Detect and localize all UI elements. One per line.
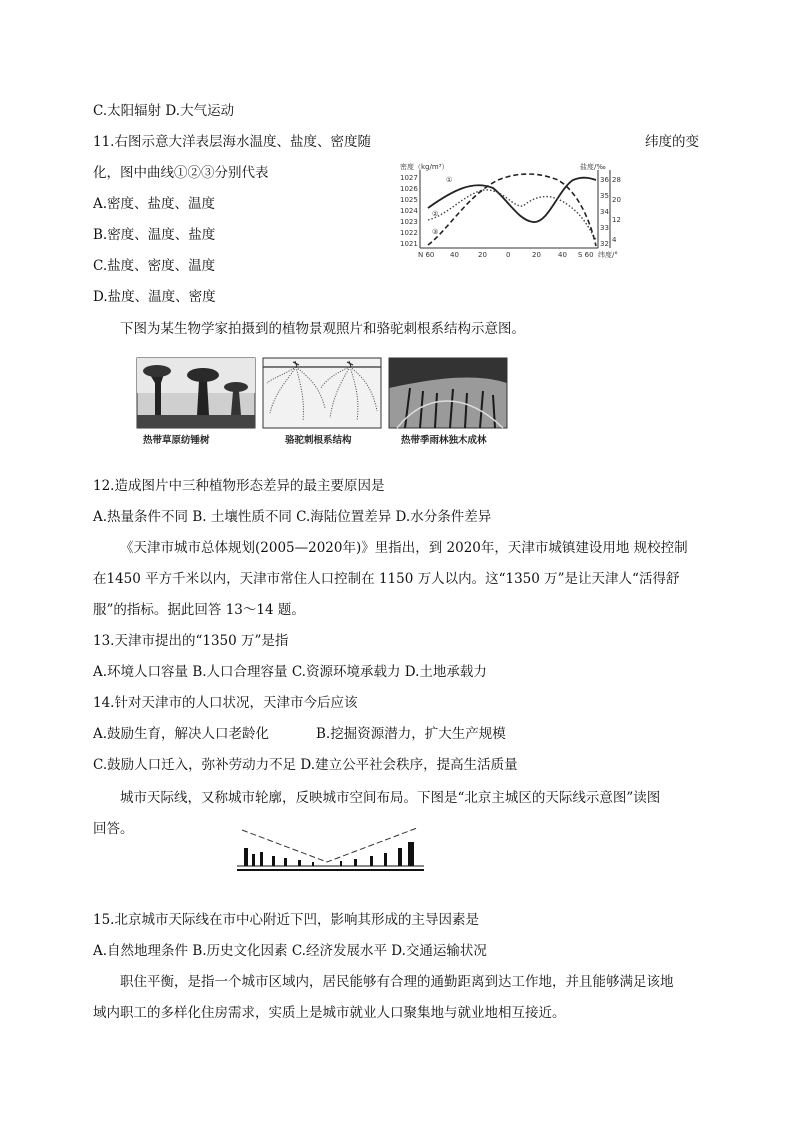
q14-option-b: B.挖掘资源潜力，扩大生产规模 xyxy=(316,726,506,742)
passage-13-line3: 服”的指标。据此回答 13～14 题。 xyxy=(93,602,305,618)
x-tick: 20 xyxy=(478,251,487,259)
passage-16-line2: 域内职工的多样化住房需求，实质上是城市就业人口聚集地与就业地相互接近。 xyxy=(93,1005,566,1021)
left-ticks xyxy=(400,174,418,248)
q11-option-a: A.密度、盐度、温度 xyxy=(93,196,216,212)
x-tick: 40 xyxy=(450,251,459,259)
salinity-tick: 36 xyxy=(600,176,609,184)
q12-stem: 12.造成图片中三种植物形态差异的最主要原因是 xyxy=(93,478,385,494)
x-tick: 40 xyxy=(558,251,567,259)
q11-option-d: D.盐度、温度、密度 xyxy=(93,289,216,305)
temp-tick: 12 xyxy=(612,216,621,224)
q11-stem: 11.右图示意大洋表层海水温度、盐度、密度随 xyxy=(93,134,371,150)
q12-options: A.热量条件不同 B. 土壤性质不同 C.海陆位置差异 D.水分条件差异 xyxy=(93,509,492,525)
caption-bottle-tree: 热带草原纺锤树 xyxy=(143,435,210,446)
x-tick: S 60 xyxy=(578,251,594,259)
option-line-cd: C.太阳辐射 D.大气运动 xyxy=(93,103,235,119)
left-tick: 1026 xyxy=(400,185,418,193)
beijing-skyline-diagram xyxy=(232,822,432,874)
q11-stem-end: 纬度的变 xyxy=(645,134,699,150)
q15-options: A.自然地理条件 B.历史文化因素 C.经济发展水平 D.交通运输状况 xyxy=(93,943,487,959)
curve-label-3: ③ xyxy=(432,228,439,236)
ocean-surface-chart xyxy=(398,160,628,260)
q11-option-b: B.密度、温度、盐度 xyxy=(93,227,216,243)
salinity-tick: 34 xyxy=(600,208,609,216)
q14-options-cd: C.鼓励人口迁入，弥补劳动力不足 D.建立公平社会秩序，提高生活质量 xyxy=(93,757,518,773)
left-tick: 1021 xyxy=(400,240,418,248)
salinity-tick: 35 xyxy=(600,192,609,200)
caption-banyan: 热带季雨林独木成林 xyxy=(401,435,487,446)
plant-photos xyxy=(135,353,510,453)
passage-16-line1: 职住平衡，是指一个城市区域内，居民能够有合理的通勤距离到达工作地，并且能够满足该地 xyxy=(120,974,674,990)
temp-tick: 4 xyxy=(612,236,617,244)
q14-stem: 14.针对天津市的人口状况，天津市今后应该 xyxy=(93,695,358,711)
q11-option-c: C.盐度、密度、温度 xyxy=(93,258,216,274)
salinity-tick: 32 xyxy=(600,240,609,248)
caption-roots: 骆驼刺根系结构 xyxy=(285,435,352,446)
temp-tick: 20 xyxy=(612,196,621,204)
q14-option-a: A.鼓励生育，解决人口老龄化 xyxy=(93,726,270,742)
x-tick: 20 xyxy=(532,251,541,259)
left-tick: 1027 xyxy=(400,174,418,182)
left-tick: 1024 xyxy=(400,207,418,215)
chart-left-axis-label: 密度（kg/m³） xyxy=(400,163,449,171)
photo-camelthorn-roots xyxy=(263,358,381,428)
q13-stem: 13.天津市提出的“1350 万”是指 xyxy=(93,633,289,649)
q11-stem-2: 化，图中曲线①②③分别代表 xyxy=(93,165,269,181)
q12-intro: 下图为某生物学家拍摄到的植物景观照片和骆驼刺根系结构示意图。 xyxy=(120,321,525,337)
passage-15-line1: 城市天际线，又称城市轮廓，反映城市空间布局。下图是“北京主城区的天际线示意图”读图 xyxy=(120,790,661,806)
curve-label-1: ① xyxy=(446,176,453,184)
q13-options: A.环境人口容量 B.人口合理容量 C.资源环境承载力 D.土地承载力 xyxy=(93,664,487,680)
photo-banyan xyxy=(389,358,507,428)
passage-15-line2: 回答。 xyxy=(93,821,134,837)
temp-tick: 28 xyxy=(612,176,621,184)
q15-stem: 15.北京城市天际线在市中心附近下凹，影响其形成的主导因素是 xyxy=(93,912,479,928)
x-axis-label: 纬度/° xyxy=(598,251,618,259)
left-tick: 1023 xyxy=(400,218,418,226)
x-tick: 0 xyxy=(506,251,511,259)
left-tick: 1022 xyxy=(400,229,418,237)
left-tick: 1025 xyxy=(400,196,418,204)
chart-right-axis-label: 盐度/‰ xyxy=(580,163,606,171)
passage-13-line1: 《天津市城市总体规划(2005—2020年)》里指出，到 2020年，天津市城镇建设用地 规校控制 xyxy=(120,540,688,556)
passage-13-line2: 在1450 平方千米以内，天津市常住人口控制在 1150 万人以内。这“1350 万”是让天津人“活得舒 xyxy=(93,571,680,587)
salinity-tick: 33 xyxy=(600,224,609,232)
curve-label-2: ② xyxy=(432,210,439,218)
photo-bottle-tree xyxy=(137,358,255,428)
x-tick: N 60 xyxy=(418,251,435,259)
